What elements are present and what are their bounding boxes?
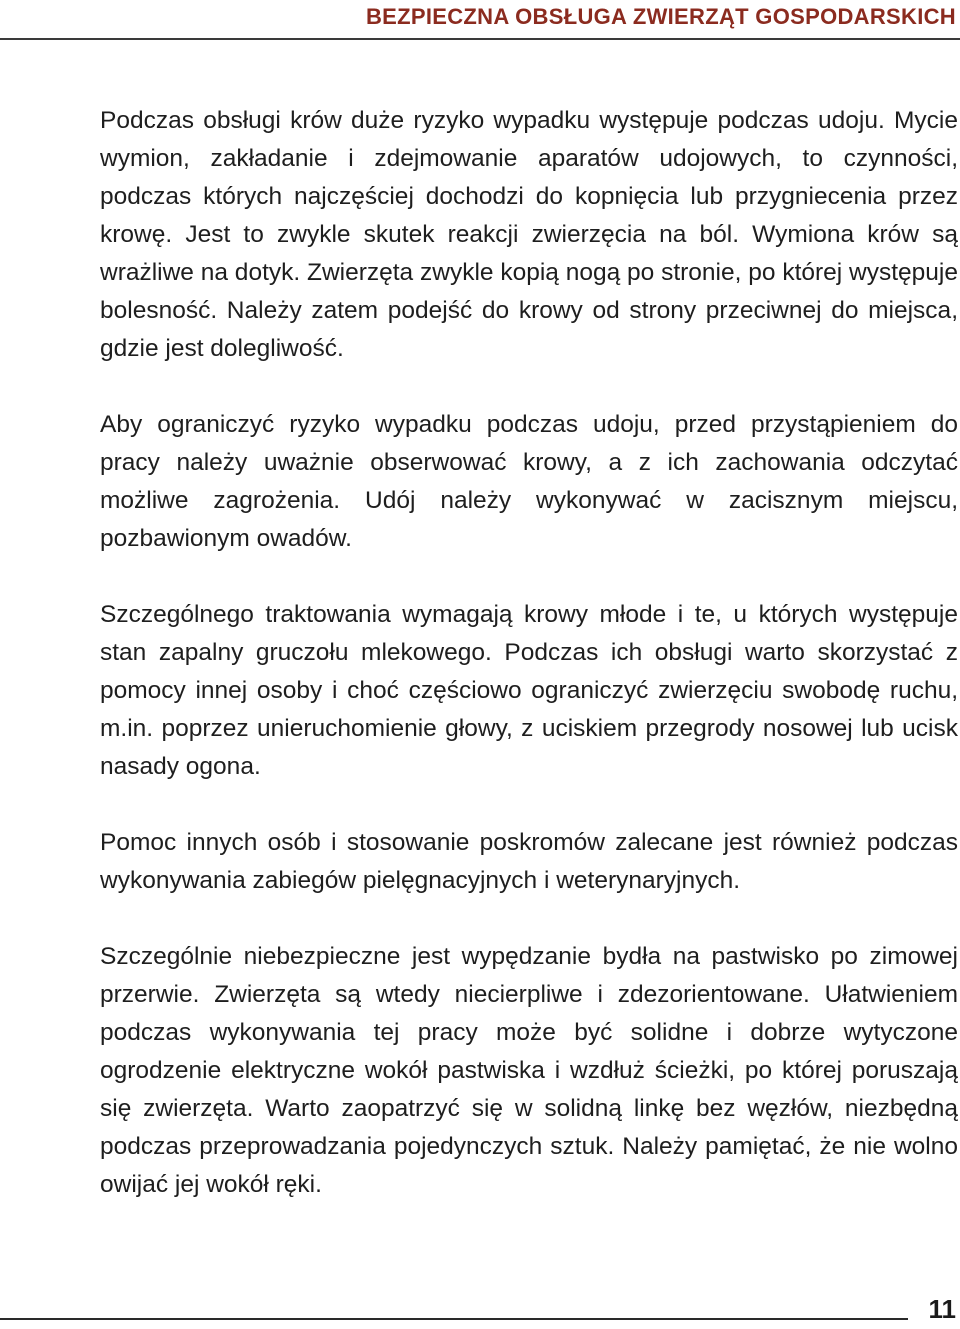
paragraph-assistance: Pomoc innych osób i stosowanie poskromów zalecane jest również podczas wykonywania zabiegów pielęgnacyjnych i weterynaryjnych. [100,829,958,894]
paragraph-special-treatment: Szczególnego traktowania wymagają krowy młode i te, u których występuje stan zapalny gruczołu mlekowego. Podczas ich obsługi warto skorzystać z pomocy innej osoby i choć częściowo ograniczyć zwierzęciu swobodę ruchu, m.in. poprzez unieruchomienie głowy, z uciskiem przegrody nosowej lub ucisk nasady ogona. [100,601,958,780]
page-body [100,102,958,1242]
paragraph-milking-risk: Podczas obsługi krów duże ryzyko wypadku występuje podczas udoju. Mycie wymion, zakładanie i zdejmowanie aparatów udojowych, to czynności, podczas których najczęściej dochodzi do kopnięcia lub przygniecenia przez krowę. Jest to zwykle skutek reakcji zwierzęcia na ból. Wymiona krów są wrażliwe na dotyk. Zwierzęta zwykle kopią nogą po stronie, po której występuje bolesność. Należy zatem podejść do krowy od strony przeciwnej do miejsca, gdzie jest dolegliwość. [100,107,958,362]
paragraph-pasture: Szczególnie niebezpieczne jest wypędzanie bydła na pastwisko po zimowej przerwie. Zwierzęta są wtedy niecierpliwe i zdezorientowane. Ułatwieniem podczas wykonywania tej pracy może być solidne i dobrze wytyczone ogrodzenie elektryczne wokół pastwiska i wzdłuż ścieżki, po której poruszają się zwierzęta. Warto zaopatrzyć się w solidną linkę bez węzłów, niezbędną podczas przeprowadzania pojedynczych sztuk. Należy pamiętać, że nie wolno owijać jej wokół ręki. [100,943,958,1198]
running-header-title: BEZPIECZNA OBSŁUGA ZWIERZĄT GOSPODARSKICH [365,4,956,29]
paragraph-observe-cows: Aby ograniczyć ryzyko wypadku podczas udoju, przed przystąpieniem do pracy należy uważnie obserwować krowy, a z ich zachowania odczytać możliwe zagrożenia. Udój należy wykonywać w zacisznym miejscu, pozbawionym owadów. [100,411,958,552]
header-divider [0,38,960,40]
footer-divider [0,1318,908,1320]
page-number: 11 [928,1294,956,1324]
